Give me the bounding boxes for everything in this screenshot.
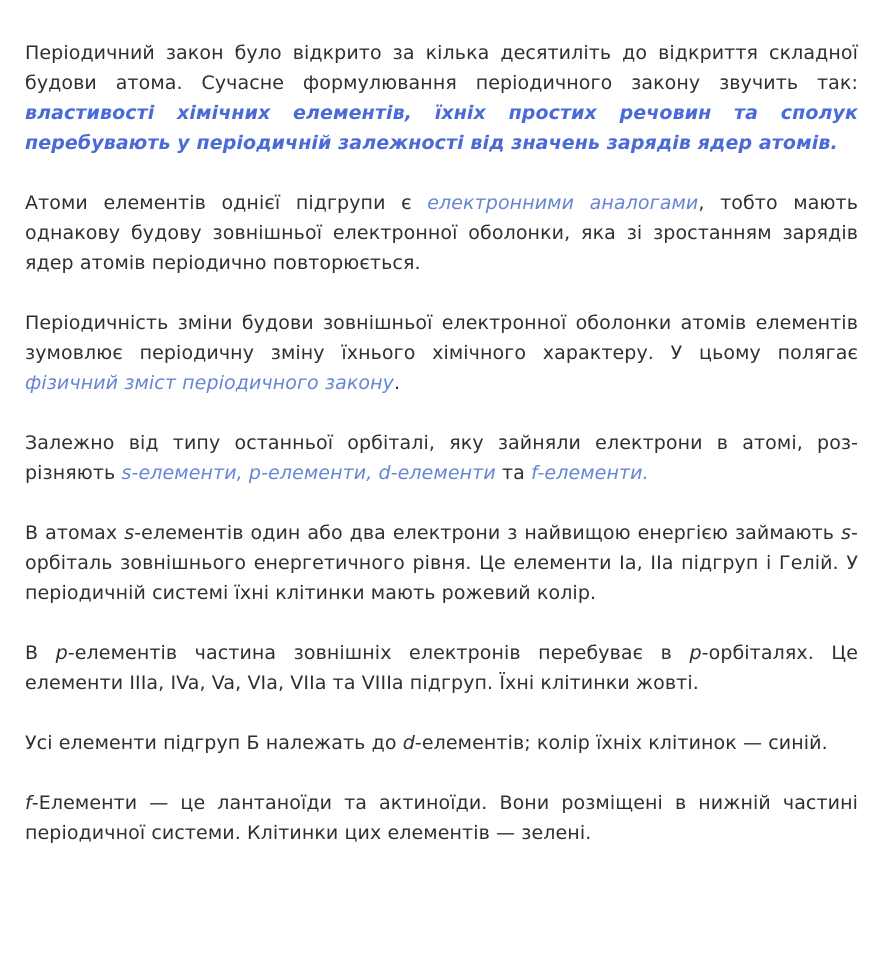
text-run: Залежно від типу останньої орбіталі, яку зайняли електрони в атомі, розрізняють (25, 432, 858, 484)
law-definition-highlight: властивості хімічних елементів, їхніх простих речовин та сполук перебувають у періодичній залежності від значень зарядів ядер атомів. (25, 102, 858, 154)
text-run: . (394, 372, 401, 394)
text-run: -елементів один або два електрони з найвищою енергією займають (134, 522, 842, 544)
paragraph-p-elements (25, 638, 858, 698)
text-run: Усі елементи підгруп Б належать до (25, 732, 403, 754)
italic-letter: s (841, 522, 852, 544)
paragraph-s-elements (25, 518, 858, 608)
paragraph-electronic-analogs (25, 188, 858, 278)
italic-letter: s (124, 522, 135, 544)
term-spd-elements: s-елементи, p-елементи, d-елементи (121, 462, 496, 484)
text-run: Періодичність зміни будови зовнішньої електронної оболонки атомів елементів зумовлює періодичну зміну їхнього хімічного характеру. У цьому полягає (25, 312, 858, 364)
text-run: -Елементи — це лантаноїди та актиноїди. Вони розміщені в нижній частині періодичної системи. Клітинки цих елементів — зелені. (25, 792, 858, 844)
term-physical-meaning: фізичний зміст періодичного закону (25, 372, 395, 394)
text-run: В атомах (25, 522, 125, 544)
italic-letter: d (402, 732, 415, 754)
text-run: Періодичний закон було відкрито за кілька десятиліть до відкриття складної будови атома. Сучасне формулювання періодичного закону звучить так: (25, 42, 858, 94)
text-run: , тобто мають однакову будову зовнішньої електронної оболонки, яка зі зростанням зарядів ядер атомів періодично повторюється. (25, 192, 858, 274)
text-run: та (495, 462, 532, 484)
text-run: -орбіталях. Це елементи IIIa, IVa, Va, VIa, VIIa та VIIIa підгруп. Їхні клітинки жовті. (25, 642, 858, 694)
text-run: -елементів; колір їхніх клітинок — синій. (414, 732, 828, 754)
paragraph-d-elements (25, 728, 858, 758)
paragraph-element-types (25, 428, 858, 488)
text-run: В (25, 642, 56, 664)
italic-letter: p (689, 642, 702, 664)
paragraph-physical-meaning (25, 308, 858, 398)
text-run: -орбіталь зовнішнього енергетичного рівня. Це елементи Ia, IIa підгруп і Гелій. У періодичній системі їхні клітинки мають рожевий колір. (25, 522, 858, 604)
text-run: Атоми елементів однієї підгрупи є (25, 192, 428, 214)
paragraph-f-elements (25, 788, 858, 848)
paragraph-periodic-law (25, 38, 858, 158)
text-run: -елементів частина зовнішніх електронів перебуває в (67, 642, 690, 664)
term-f-elements: f-елементи. (531, 462, 649, 484)
term-electronic-analogs: електронними аналогами (427, 192, 699, 214)
italic-letter: p (55, 642, 68, 664)
italic-letter: f (25, 792, 32, 814)
